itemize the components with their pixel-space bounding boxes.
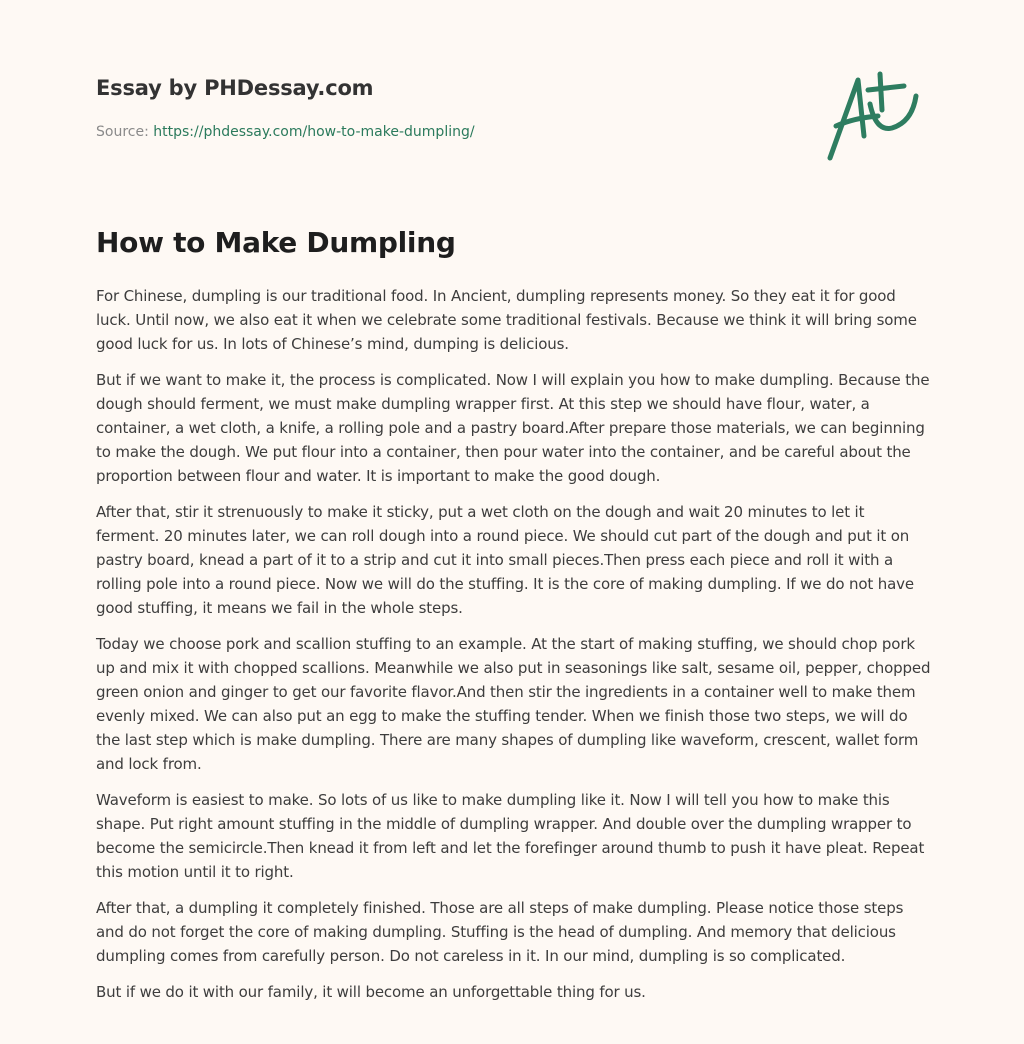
- source-label: Source:: [96, 124, 154, 140]
- a-plus-logo-icon: [820, 66, 930, 166]
- paragraph: For Chinese, dumpling is our traditional food. In Ancient, dumpling represents money. So they eat it for good luck. Until now, we also eat it when we celebrate some traditional festivals. Because we think it will bring some good luck for us. In lots of Chinese’s mind, dumping is delicious.: [96, 287, 917, 353]
- paragraph: After that, stir it strenuously to make it sticky, put a wet cloth on the dough and wait 20 minutes to let it ferment. 20 minutes later, we can roll dough into a round piece. We should cut part of the dough and put it on pastry board, knead a part of it to a strip and cut it into small pieces.Then press each piece and roll it with a rolling pole into a round piece. Now we will do the stuffing. It is the core of making dumpling. If we do not have good stuffing, it means we fail in the whole steps.: [96, 503, 914, 617]
- paragraph: Today we choose pork and scallion stuffing to an example. At the start of making stuffing, we should chop pork up and mix it with chopped scallions. Meanwhile we also put in seasonings like salt, sesame oil, pepper, chopped green onion and ginger to get our favorite flavor.And then stir the ingredients in a container well to make them evenly mixed. We can also put an egg to make the stuffing tender. When we finish those two steps, we will do the last step which is make dumpling. There are many shapes of dumpling like waveform, crescent, wallet form and lock from.: [96, 635, 931, 773]
- article-body: [96, 284, 932, 1016]
- paragraph: Waveform is easiest to make. So lots of us like to make dumpling like it. Now I will tell you how to make this shape. Put right amount stuffing in the middle of dumpling wrapper. And double over the dumpling wrapper to become the semicircle.Then knead it from left and let the forefinger around thumb to push it have pleat. Repeat this motion until it to right.: [96, 791, 925, 881]
- source-link[interactable]: https://phdessay.com/how-to-make-dumpling/: [153, 124, 475, 140]
- paragraph: But if we want to make it, the process is complicated. Now I will explain you how to make dumpling. Because the dough should ferment, we must make dumpling wrapper first. At this step we should have flour, water, a container, a wet cloth, a knife, a rolling pole and a pastry board.After prepare those materials, we can beginning to make the dough. We put flour into a container, then pour water into the container, and be careful about the proportion between flour and water. It is important to make the good dough.: [96, 371, 930, 485]
- paragraph: After that, a dumpling it completely finished. Those are all steps of make dumpling. Please notice those steps and do not forget the core of making dumpling. Stuffing is the head of dumpling. And memory that delicious dumpling comes from carefully person. Do not careless in it. In our mind, dumpling is so complicated.: [96, 899, 904, 965]
- paragraph: But if we do it with our family, it will become an unforgettable thing for us.: [96, 983, 646, 1001]
- source-line: [96, 124, 475, 140]
- site-brand: Essay by PHDessay.com: [96, 76, 374, 100]
- article-title: How to Make Dumpling: [96, 226, 456, 259]
